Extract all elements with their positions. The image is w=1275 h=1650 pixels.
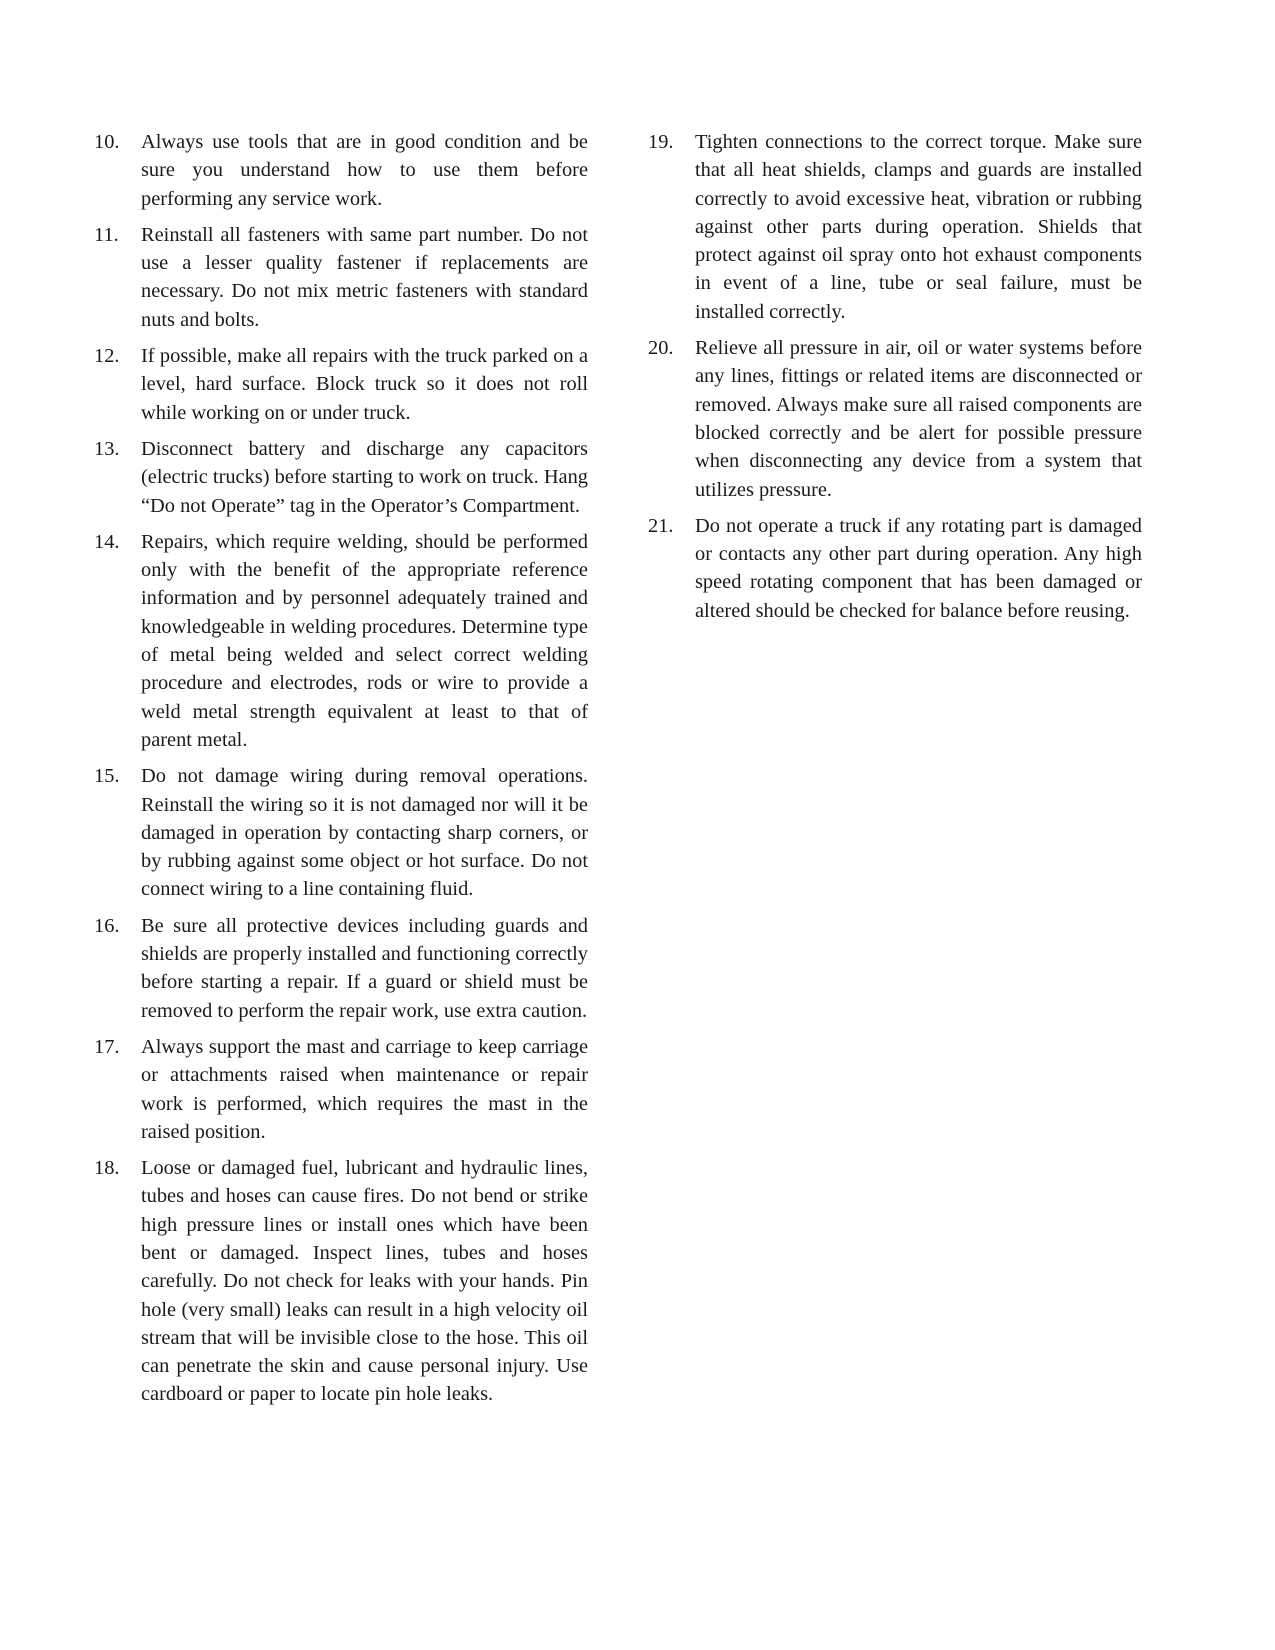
- list-item: [94, 912, 588, 1025]
- item-number: 14.: [94, 530, 120, 553]
- item-text: Relieve all pressure in air, oil or water systems before any lines, fittings or related items are disconnected or removed. Always make sure all raised components are blocked correctly and be alert for possible pressure when disconnecting any device from a system that utilizes pressure.: [695, 337, 1142, 501]
- list-item: [648, 128, 1142, 326]
- item-text: Always use tools that are in good condition and be sure you understand how to use them before performing any service work.: [141, 131, 588, 210]
- item-number: 11.: [94, 223, 119, 246]
- list-item: [94, 435, 588, 520]
- list-item: [94, 762, 588, 903]
- right-column: [648, 128, 1142, 633]
- item-number: 18.: [94, 1157, 120, 1180]
- item-text: Be sure all protective devices including guards and shields are properly installed and functioning correctly before starting a repair. If a guard or shield must be removed to perform the repair work, use extra caution.: [141, 914, 588, 1022]
- list-item: [648, 512, 1142, 625]
- item-number: 16.: [94, 914, 120, 937]
- list-item: [94, 528, 588, 754]
- item-number: 17.: [94, 1035, 120, 1058]
- item-text: Tighten connections to the correct torque. Make sure that all heat shields, clamps and guards are installed correctly to avoid excessive heat, vibration or rubbing against other parts during operation. Shields that protect against oil spray onto hot exhaust components in event of a line, tube or seal failure, must be installed correctly.: [695, 131, 1142, 323]
- item-number: 21.: [648, 514, 674, 537]
- list-item: [94, 221, 588, 334]
- item-number: 15.: [94, 765, 120, 788]
- item-text: Reinstall all fasteners with same part number. Do not use a lesser quality fastener if replacements are necessary. Do not mix metric fasteners with standard nuts and bolts.: [141, 223, 588, 331]
- list-item: [94, 1033, 588, 1146]
- left-column: [94, 128, 588, 1417]
- item-text: Loose or damaged fuel, lubricant and hydraulic lines, tubes and hoses can cause fires. Do not bend or strike high pressure lines or install ones which have been bent or damaged. Inspect lines, tubes and hoses carefully. Do not check for leaks with your hands. Pin hole (very small) leaks can result in a high velocity oil stream that will be invisible close to the hose. This oil can penetrate the skin and cause personal injury. Use cardboard or paper to locate pin hole leaks.: [141, 1157, 588, 1406]
- item-text: If possible, make all repairs with the truck parked on a level, hard surface. Block truck so it does not roll while working on or under truck.: [141, 345, 588, 424]
- item-number: 19.: [648, 131, 674, 153]
- item-number: 20.: [648, 337, 674, 360]
- item-text: Do not damage wiring during removal operations. Reinstall the wiring so it is not damaged nor will it be damaged in operation by contacting sharp corners, or by rubbing against some object or hot surface. Do not connect wiring to a line containing fluid.: [141, 765, 588, 901]
- list-item: [94, 342, 588, 427]
- item-text: Disconnect battery and discharge any capacitors (electric trucks) before starting to work on truck. Hang “Do not Operate” tag in the Operator’s Compartment.: [141, 437, 588, 517]
- list-item: [648, 334, 1142, 504]
- item-text: Always support the mast and carriage to keep carriage or attachments raised when maintenance or repair work is performed, which requires the mast in the raised position.: [141, 1035, 588, 1143]
- item-text: Repairs, which require welding, should be performed only with the benefit of the appropriate reference information and by personnel adequately trained and knowledgeable in welding procedures. Determine type of metal being welded and select correct welding procedure and electrodes, rods or wire to provide a weld metal strength equivalent at least to that of parent metal.: [141, 530, 588, 751]
- list-item: [94, 128, 588, 213]
- item-text: Do not operate a truck if any rotating part is damaged or contacts any other part during operation. Any high speed rotating component that has been damaged or altered should be checked for balance before reusing.: [695, 514, 1142, 622]
- item-number: 10.: [94, 131, 120, 153]
- item-number: 12.: [94, 345, 120, 368]
- list-item: [94, 1154, 588, 1409]
- item-number: 13.: [94, 437, 120, 460]
